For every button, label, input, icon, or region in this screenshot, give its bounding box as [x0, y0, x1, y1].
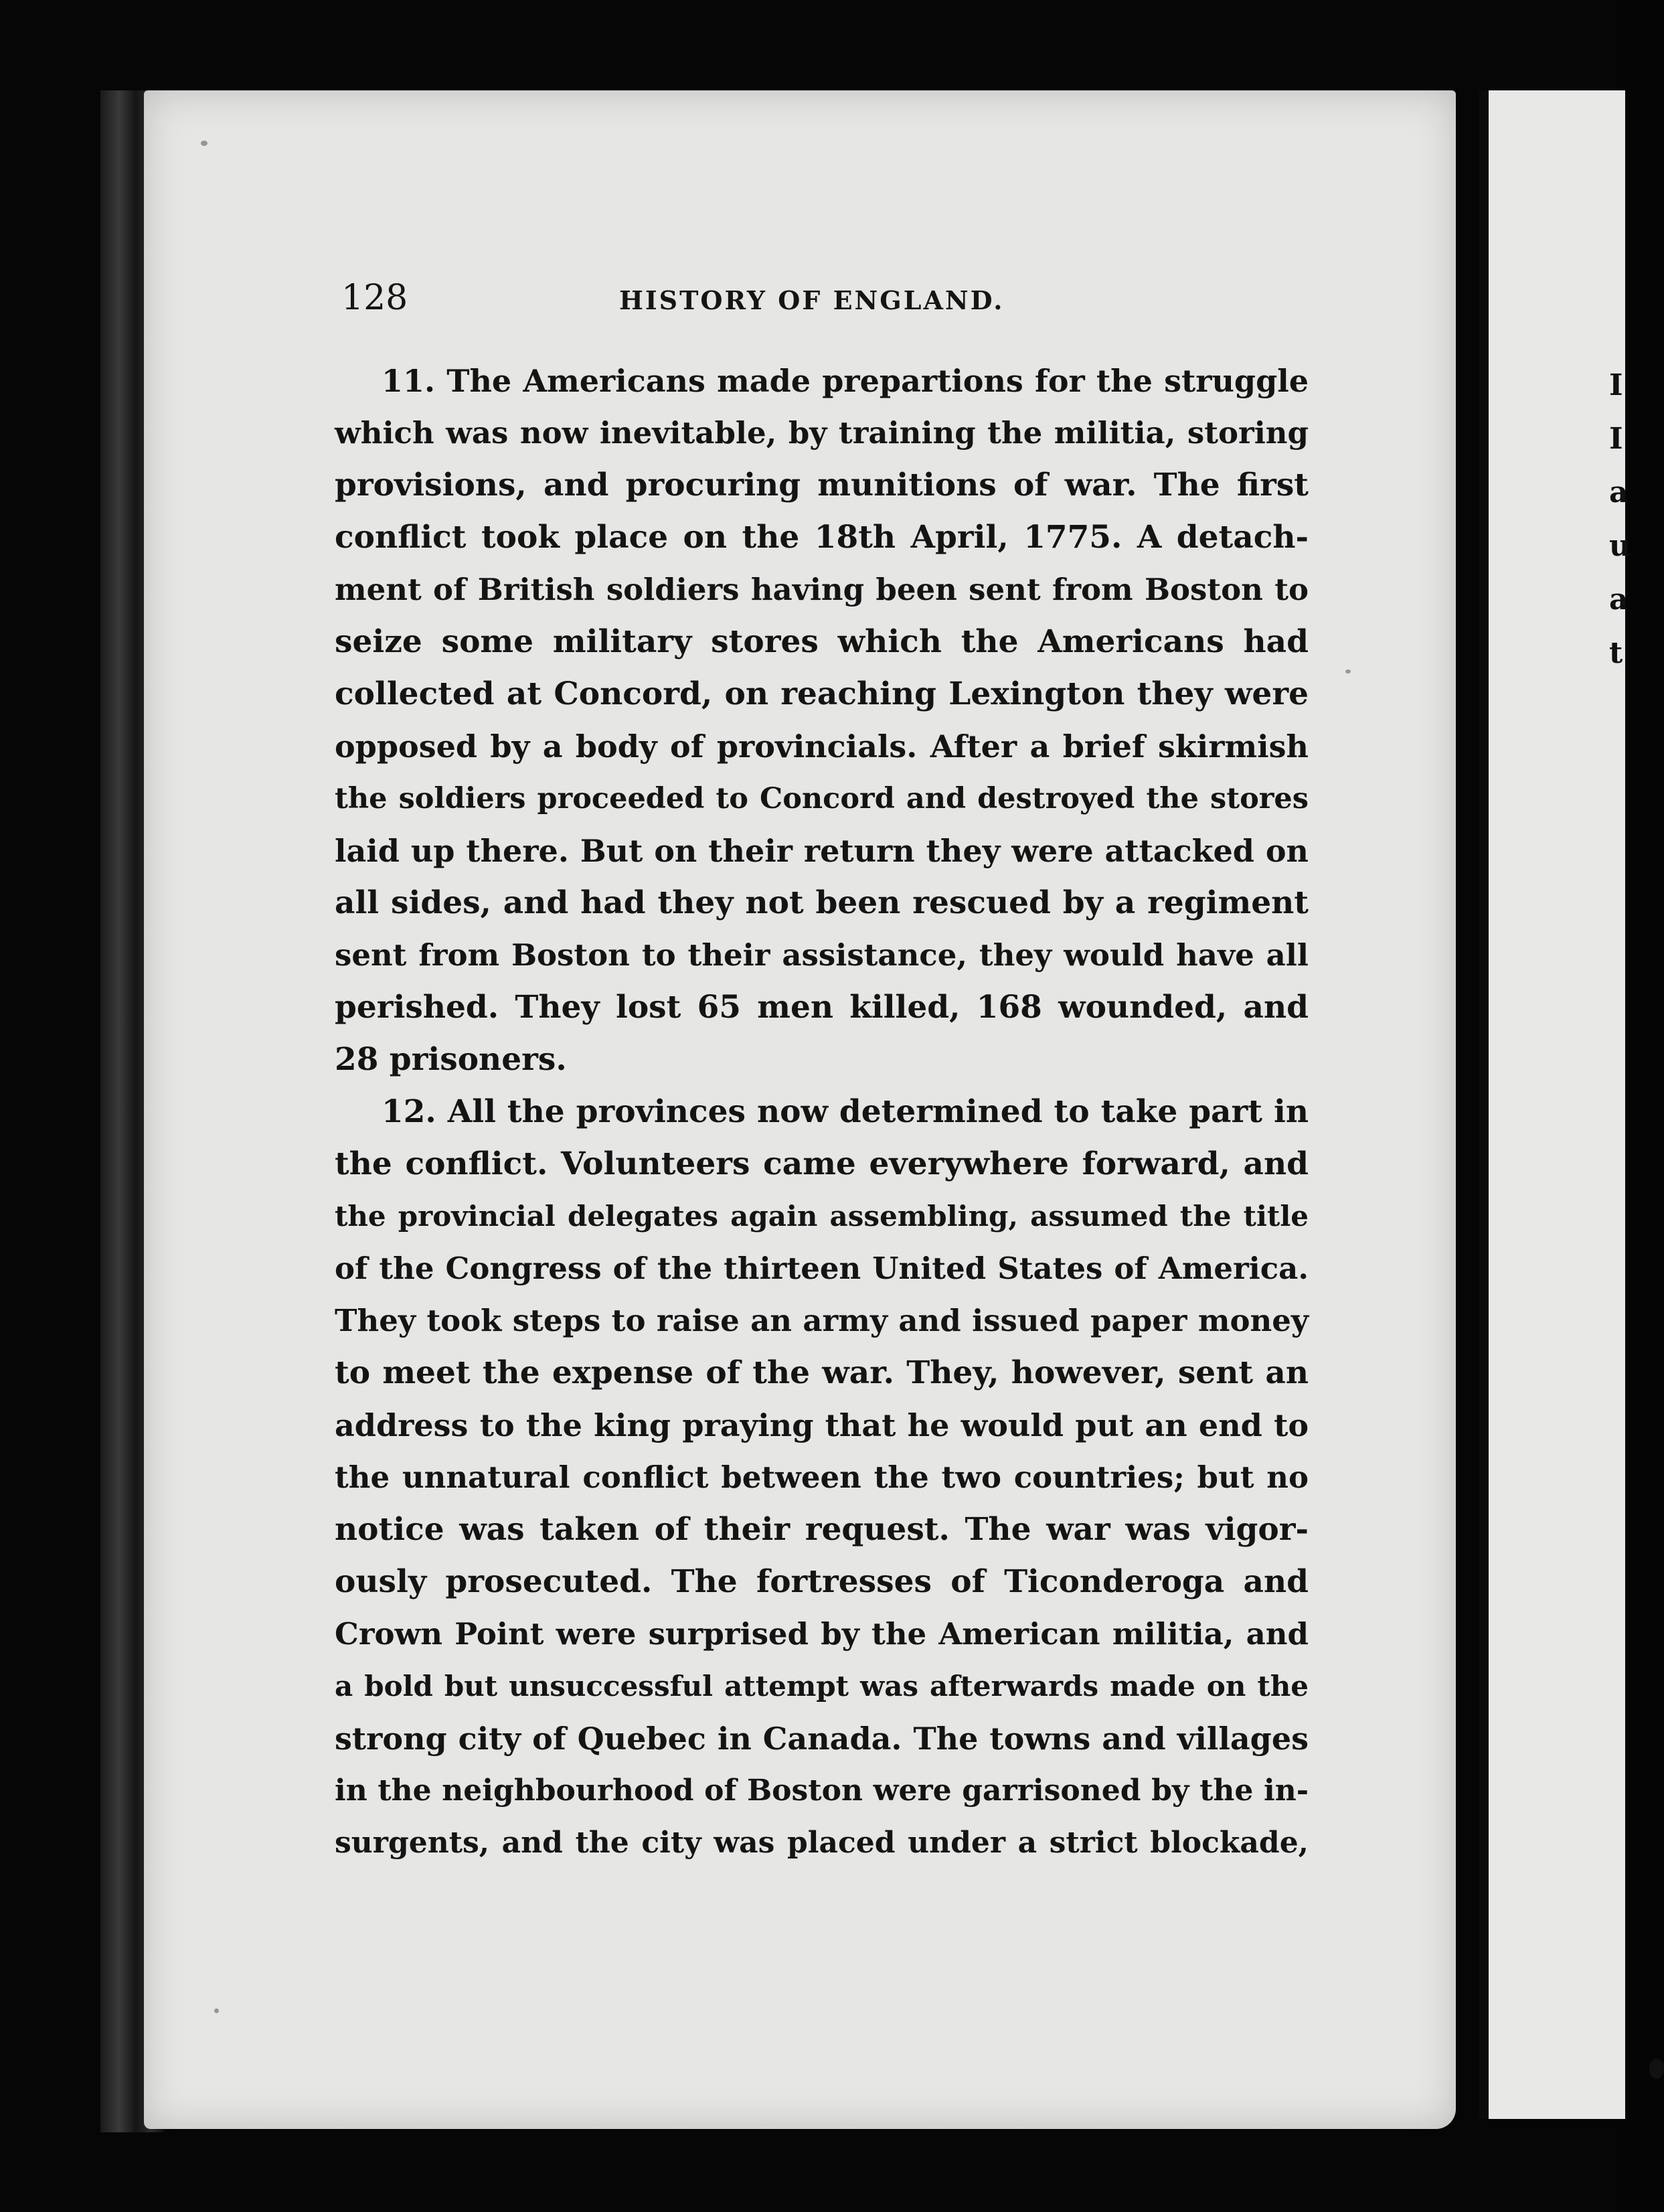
adjacent-page-fragment: a	[1609, 475, 1629, 509]
text-line: provisions, and procuring munitions of war. The first	[335, 467, 1309, 503]
text-line: collected at Concord, on reaching Lexington they were	[335, 676, 1309, 712]
text-line: in the neighbourhood of Boston were garrisoned by the in-	[335, 1773, 1309, 1808]
running-title: HISTORY OF ENGLAND.	[619, 285, 1005, 315]
text-line: perished. They lost 65 men killed, 168 wounded, and	[335, 989, 1309, 1026]
text-line: surgents, and the city was placed under a strict blockade,	[335, 1826, 1309, 1860]
text-line: which was now inevitable, by training the militia, storing	[335, 415, 1309, 451]
text-line: all sides, and had they not been rescued by a regiment	[335, 884, 1309, 921]
text-line: the soldiers proceeded to Concord and destroyed the stores	[335, 782, 1309, 815]
text-line: They took steps to raise an army and issued paper money	[335, 1303, 1309, 1338]
body-text	[335, 355, 1309, 1869]
adjacent-page-fragment: I	[1609, 422, 1623, 456]
adjacent-page-fragment: u	[1609, 529, 1631, 563]
text-line: notice was taken of their request. The war was vigor-	[335, 1511, 1309, 1548]
text-line: 12. All the provinces now determined to take part in	[382, 1093, 1309, 1130]
text-line: ously prosecuted. The fortresses of Ticonderoga and	[335, 1563, 1309, 1600]
text-line: sent from Boston to their assistance, they would have all	[335, 937, 1309, 973]
text-line: opposed by a body of provincials. After a brief skirmish	[335, 728, 1309, 765]
text-line: strong city of Quebec in Canada. The towns and villages	[335, 1721, 1309, 1757]
text-line: a bold but unsuccessful attempt was afterwards made on the	[335, 1670, 1309, 1703]
text-line: 28 prisoners.	[335, 1041, 567, 1078]
ink-speck	[201, 141, 207, 146]
paragraph-11	[335, 355, 1309, 1086]
ink-speck	[1345, 669, 1351, 674]
text-line: the unnatural conflict between the two countries; but no	[335, 1459, 1309, 1495]
text-line: of the Congress of the thirteen United States of America.	[335, 1251, 1309, 1286]
text-line: to meet the expense of the war. They, however, sent an	[335, 1354, 1309, 1391]
text-line: 11. The Americans made prepartions for the struggle	[382, 363, 1309, 399]
text-line: address to the king praying that he would put an end to	[335, 1407, 1309, 1443]
ink-speck	[214, 2008, 219, 2013]
adjacent-page-edge	[1479, 90, 1631, 2119]
text-line: the provincial delegates again assembling, assumed the title	[335, 1200, 1309, 1233]
text-line: the conflict. Volunteers came everywhere forward, and	[335, 1146, 1309, 1182]
adjacent-page-fragment: I	[1609, 368, 1623, 402]
adjacent-page-fragment: a	[1609, 582, 1629, 617]
text-line: Crown Point were surprised by the American militia, and	[335, 1616, 1309, 1652]
text-line: ment of British soldiers having been sent from Boston to	[335, 572, 1309, 607]
text-line: conflict took place on the 18th April, 1775. A detach-	[335, 519, 1309, 556]
ink-dot	[1649, 2059, 1664, 2079]
paragraph-12	[335, 1086, 1309, 1869]
text-line: laid up there. But on their return they were attacked on	[335, 833, 1309, 869]
adjacent-page-fragment: t	[1609, 636, 1623, 670]
text-line: seize some military stores which the Americans had	[335, 623, 1309, 660]
page-number: 128	[341, 278, 408, 318]
page-header	[341, 278, 1299, 321]
